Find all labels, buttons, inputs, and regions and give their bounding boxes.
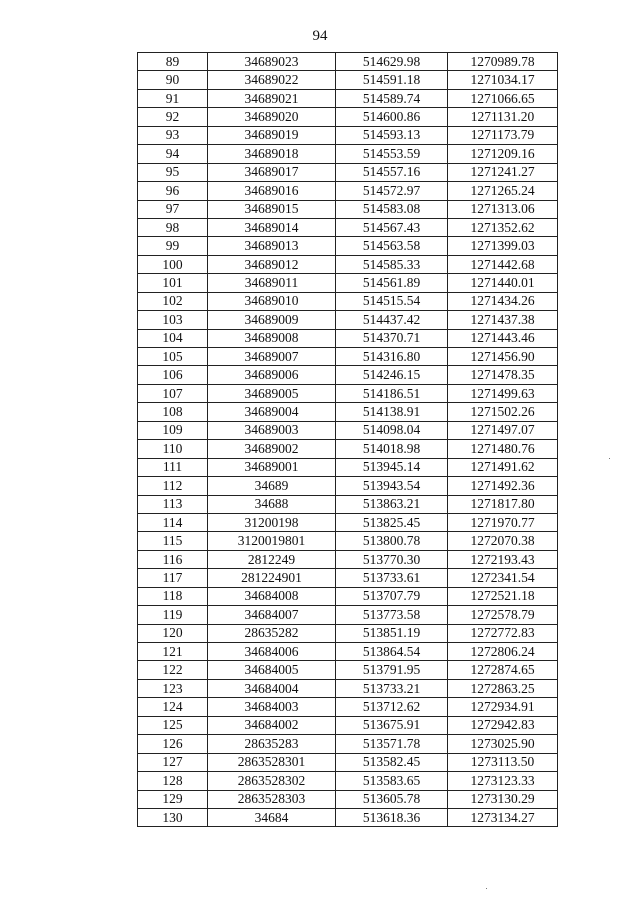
point-id-cell: 34689018 — [208, 145, 336, 163]
x-coordinate-cell: 514186.51 — [336, 384, 448, 402]
table-row — [138, 735, 558, 753]
table-row — [138, 532, 558, 550]
table-row — [138, 237, 558, 255]
y-coordinate-cell: 1271173.79 — [448, 126, 558, 144]
point-number-cell: 129 — [138, 790, 208, 808]
point-number-cell: 90 — [138, 71, 208, 89]
point-number-cell: 94 — [138, 145, 208, 163]
point-number-cell: 116 — [138, 550, 208, 568]
point-id-cell: 34689022 — [208, 71, 336, 89]
y-coordinate-cell: 1271492.36 — [448, 477, 558, 495]
point-number-cell: 92 — [138, 108, 208, 126]
x-coordinate-cell: 513800.78 — [336, 532, 448, 550]
x-coordinate-cell: 514316.80 — [336, 348, 448, 366]
y-coordinate-cell: 1271480.76 — [448, 440, 558, 458]
point-number-cell: 123 — [138, 679, 208, 697]
point-number-cell: 128 — [138, 772, 208, 790]
table-row — [138, 108, 558, 126]
x-coordinate-cell: 514246.15 — [336, 366, 448, 384]
point-id-cell: 34684002 — [208, 716, 336, 734]
table-row — [138, 772, 558, 790]
point-id-cell: 34689004 — [208, 403, 336, 421]
y-coordinate-cell: 1273130.29 — [448, 790, 558, 808]
y-coordinate-cell: 1271209.16 — [448, 145, 558, 163]
x-coordinate-cell: 514018.98 — [336, 440, 448, 458]
y-coordinate-cell: 1271437.38 — [448, 311, 558, 329]
point-id-cell: 34689012 — [208, 255, 336, 273]
x-coordinate-cell: 513791.95 — [336, 661, 448, 679]
table-row — [138, 808, 558, 826]
table-row — [138, 366, 558, 384]
point-number-cell: 130 — [138, 808, 208, 826]
table-row — [138, 145, 558, 163]
point-number-cell: 101 — [138, 274, 208, 292]
table-row — [138, 495, 558, 513]
table-row — [138, 753, 558, 771]
y-coordinate-cell: 1272942.83 — [448, 716, 558, 734]
point-number-cell: 96 — [138, 182, 208, 200]
point-number-cell: 104 — [138, 329, 208, 347]
point-id-cell: 2812249 — [208, 550, 336, 568]
point-number-cell: 97 — [138, 200, 208, 218]
point-number-cell: 121 — [138, 643, 208, 661]
x-coordinate-cell: 514557.16 — [336, 163, 448, 181]
x-coordinate-cell: 514515.54 — [336, 292, 448, 310]
x-coordinate-cell: 513707.79 — [336, 587, 448, 605]
point-id-cell: 281224901 — [208, 569, 336, 587]
point-id-cell: 34689011 — [208, 274, 336, 292]
y-coordinate-cell: 1271497.07 — [448, 421, 558, 439]
y-coordinate-cell: 1273134.27 — [448, 808, 558, 826]
y-coordinate-cell: 1271817.80 — [448, 495, 558, 513]
y-coordinate-cell: 1271456.90 — [448, 348, 558, 366]
point-number-cell: 114 — [138, 513, 208, 531]
table-row — [138, 71, 558, 89]
x-coordinate-cell: 514561.89 — [336, 274, 448, 292]
point-id-cell: 34689003 — [208, 421, 336, 439]
table-row — [138, 661, 558, 679]
point-id-cell: 28635282 — [208, 624, 336, 642]
x-coordinate-cell: 514591.18 — [336, 71, 448, 89]
x-coordinate-cell: 513583.65 — [336, 772, 448, 790]
point-id-cell: 3120019801 — [208, 532, 336, 550]
point-id-cell: 34689021 — [208, 89, 336, 107]
x-coordinate-cell: 514138.91 — [336, 403, 448, 421]
y-coordinate-cell: 1271034.17 — [448, 71, 558, 89]
x-coordinate-cell: 513712.62 — [336, 698, 448, 716]
coordinates-table-body — [138, 53, 558, 827]
table-row — [138, 200, 558, 218]
y-coordinate-cell: 1271970.77 — [448, 513, 558, 531]
table-row — [138, 513, 558, 531]
point-id-cell: 34689006 — [208, 366, 336, 384]
x-coordinate-cell: 514567.43 — [336, 218, 448, 236]
y-coordinate-cell: 1272772.83 — [448, 624, 558, 642]
point-number-cell: 98 — [138, 218, 208, 236]
x-coordinate-cell: 513773.58 — [336, 606, 448, 624]
x-coordinate-cell: 513675.91 — [336, 716, 448, 734]
point-number-cell: 106 — [138, 366, 208, 384]
y-coordinate-cell: 1271499.63 — [448, 384, 558, 402]
point-number-cell: 117 — [138, 569, 208, 587]
y-coordinate-cell: 1271491.62 — [448, 458, 558, 476]
table-row — [138, 384, 558, 402]
y-coordinate-cell: 1271352.62 — [448, 218, 558, 236]
y-coordinate-cell: 1272874.65 — [448, 661, 558, 679]
point-id-cell: 34689007 — [208, 348, 336, 366]
y-coordinate-cell: 1272193.43 — [448, 550, 558, 568]
point-id-cell: 34689009 — [208, 311, 336, 329]
point-number-cell: 127 — [138, 753, 208, 771]
point-id-cell: 34689019 — [208, 126, 336, 144]
point-id-cell: 31200198 — [208, 513, 336, 531]
x-coordinate-cell: 514098.04 — [336, 421, 448, 439]
point-number-cell: 113 — [138, 495, 208, 513]
x-coordinate-cell: 514437.42 — [336, 311, 448, 329]
point-id-cell: 34688 — [208, 495, 336, 513]
y-coordinate-cell: 1271131.20 — [448, 108, 558, 126]
point-id-cell: 34689023 — [208, 53, 336, 71]
x-coordinate-cell: 513825.45 — [336, 513, 448, 531]
x-coordinate-cell: 514585.33 — [336, 255, 448, 273]
table-row — [138, 421, 558, 439]
point-id-cell: 34689001 — [208, 458, 336, 476]
point-id-cell: 34689 — [208, 477, 336, 495]
x-coordinate-cell: 514629.98 — [336, 53, 448, 71]
point-id-cell: 34689020 — [208, 108, 336, 126]
y-coordinate-cell: 1273025.90 — [448, 735, 558, 753]
point-number-cell: 110 — [138, 440, 208, 458]
table-row — [138, 550, 558, 568]
point-id-cell: 34689016 — [208, 182, 336, 200]
point-id-cell: 34689002 — [208, 440, 336, 458]
table-row — [138, 403, 558, 421]
x-coordinate-cell: 513943.54 — [336, 477, 448, 495]
point-id-cell: 2863528301 — [208, 753, 336, 771]
point-id-cell: 34684006 — [208, 643, 336, 661]
point-number-cell: 89 — [138, 53, 208, 71]
y-coordinate-cell: 1273123.33 — [448, 772, 558, 790]
table-row — [138, 329, 558, 347]
y-coordinate-cell: 1271066.65 — [448, 89, 558, 107]
point-number-cell: 100 — [138, 255, 208, 273]
page-number: 94 — [312, 28, 328, 44]
point-id-cell: 34684008 — [208, 587, 336, 605]
table-row — [138, 790, 558, 808]
y-coordinate-cell: 1272578.79 — [448, 606, 558, 624]
point-id-cell: 34689014 — [208, 218, 336, 236]
point-id-cell: 34684003 — [208, 698, 336, 716]
table-row — [138, 163, 558, 181]
table-row — [138, 624, 558, 642]
table-row — [138, 569, 558, 587]
point-number-cell: 108 — [138, 403, 208, 421]
point-number-cell: 105 — [138, 348, 208, 366]
table-row — [138, 698, 558, 716]
table-row — [138, 89, 558, 107]
table-row — [138, 606, 558, 624]
point-number-cell: 124 — [138, 698, 208, 716]
table-row — [138, 255, 558, 273]
table-row — [138, 716, 558, 734]
point-number-cell: 103 — [138, 311, 208, 329]
x-coordinate-cell: 513945.14 — [336, 458, 448, 476]
x-coordinate-cell: 513582.45 — [336, 753, 448, 771]
y-coordinate-cell: 1271478.35 — [448, 366, 558, 384]
point-number-cell: 118 — [138, 587, 208, 605]
point-id-cell: 34684007 — [208, 606, 336, 624]
x-coordinate-cell: 513605.78 — [336, 790, 448, 808]
y-coordinate-cell: 1271265.24 — [448, 182, 558, 200]
y-coordinate-cell: 1271442.68 — [448, 255, 558, 273]
point-id-cell: 34684 — [208, 808, 336, 826]
x-coordinate-cell: 514600.86 — [336, 108, 448, 126]
x-coordinate-cell: 514593.13 — [336, 126, 448, 144]
point-number-cell: 126 — [138, 735, 208, 753]
point-number-cell: 111 — [138, 458, 208, 476]
x-coordinate-cell: 514583.08 — [336, 200, 448, 218]
point-id-cell: 28635283 — [208, 735, 336, 753]
y-coordinate-cell: 1271241.27 — [448, 163, 558, 181]
x-coordinate-cell: 514563.58 — [336, 237, 448, 255]
point-number-cell: 107 — [138, 384, 208, 402]
point-id-cell: 34689005 — [208, 384, 336, 402]
point-number-cell: 119 — [138, 606, 208, 624]
point-id-cell: 34684005 — [208, 661, 336, 679]
point-number-cell: 95 — [138, 163, 208, 181]
table-row — [138, 182, 558, 200]
y-coordinate-cell: 1273113.50 — [448, 753, 558, 771]
table-row — [138, 53, 558, 71]
table-row — [138, 274, 558, 292]
point-id-cell: 2863528303 — [208, 790, 336, 808]
y-coordinate-cell: 1272521.18 — [448, 587, 558, 605]
point-number-cell: 91 — [138, 89, 208, 107]
point-id-cell: 34684004 — [208, 679, 336, 697]
table-row — [138, 348, 558, 366]
point-id-cell: 34689010 — [208, 292, 336, 310]
table-row — [138, 679, 558, 697]
point-id-cell: 34689013 — [208, 237, 336, 255]
x-coordinate-cell: 514553.59 — [336, 145, 448, 163]
x-coordinate-cell: 514572.97 — [336, 182, 448, 200]
x-coordinate-cell: 513851.19 — [336, 624, 448, 642]
y-coordinate-cell: 1272806.24 — [448, 643, 558, 661]
table-row — [138, 458, 558, 476]
x-coordinate-cell: 514589.74 — [336, 89, 448, 107]
table-row — [138, 126, 558, 144]
coordinates-table — [137, 52, 558, 827]
x-coordinate-cell: 513733.61 — [336, 569, 448, 587]
y-coordinate-cell: 1271313.06 — [448, 200, 558, 218]
point-number-cell: 115 — [138, 532, 208, 550]
point-id-cell: 2863528302 — [208, 772, 336, 790]
point-number-cell: 112 — [138, 477, 208, 495]
y-coordinate-cell: 1271443.46 — [448, 329, 558, 347]
x-coordinate-cell: 513733.21 — [336, 679, 448, 697]
table-row — [138, 218, 558, 236]
y-coordinate-cell: 1272934.91 — [448, 698, 558, 716]
point-id-cell: 34689015 — [208, 200, 336, 218]
table-row — [138, 292, 558, 310]
table-row — [138, 311, 558, 329]
y-coordinate-cell: 1270989.78 — [448, 53, 558, 71]
y-coordinate-cell: 1271440.01 — [448, 274, 558, 292]
table-row — [138, 643, 558, 661]
point-number-cell: 93 — [138, 126, 208, 144]
table-row — [138, 587, 558, 605]
point-number-cell: 125 — [138, 716, 208, 734]
point-number-cell: 102 — [138, 292, 208, 310]
y-coordinate-cell: 1271434.26 — [448, 292, 558, 310]
point-id-cell: 34689017 — [208, 163, 336, 181]
x-coordinate-cell: 514370.71 — [336, 329, 448, 347]
y-coordinate-cell: 1271399.03 — [448, 237, 558, 255]
y-coordinate-cell: 1272341.54 — [448, 569, 558, 587]
x-coordinate-cell: 513571.78 — [336, 735, 448, 753]
x-coordinate-cell: 513863.21 — [336, 495, 448, 513]
y-coordinate-cell: 1272863.25 — [448, 679, 558, 697]
point-number-cell: 99 — [138, 237, 208, 255]
point-number-cell: 109 — [138, 421, 208, 439]
scan-speck — [486, 888, 487, 889]
table-row — [138, 477, 558, 495]
y-coordinate-cell: 1272070.38 — [448, 532, 558, 550]
x-coordinate-cell: 513864.54 — [336, 643, 448, 661]
point-number-cell: 120 — [138, 624, 208, 642]
scan-speck — [609, 458, 610, 459]
y-coordinate-cell: 1271502.26 — [448, 403, 558, 421]
point-number-cell: 122 — [138, 661, 208, 679]
table-row — [138, 440, 558, 458]
x-coordinate-cell: 513770.30 — [336, 550, 448, 568]
point-id-cell: 34689008 — [208, 329, 336, 347]
x-coordinate-cell: 513618.36 — [336, 808, 448, 826]
